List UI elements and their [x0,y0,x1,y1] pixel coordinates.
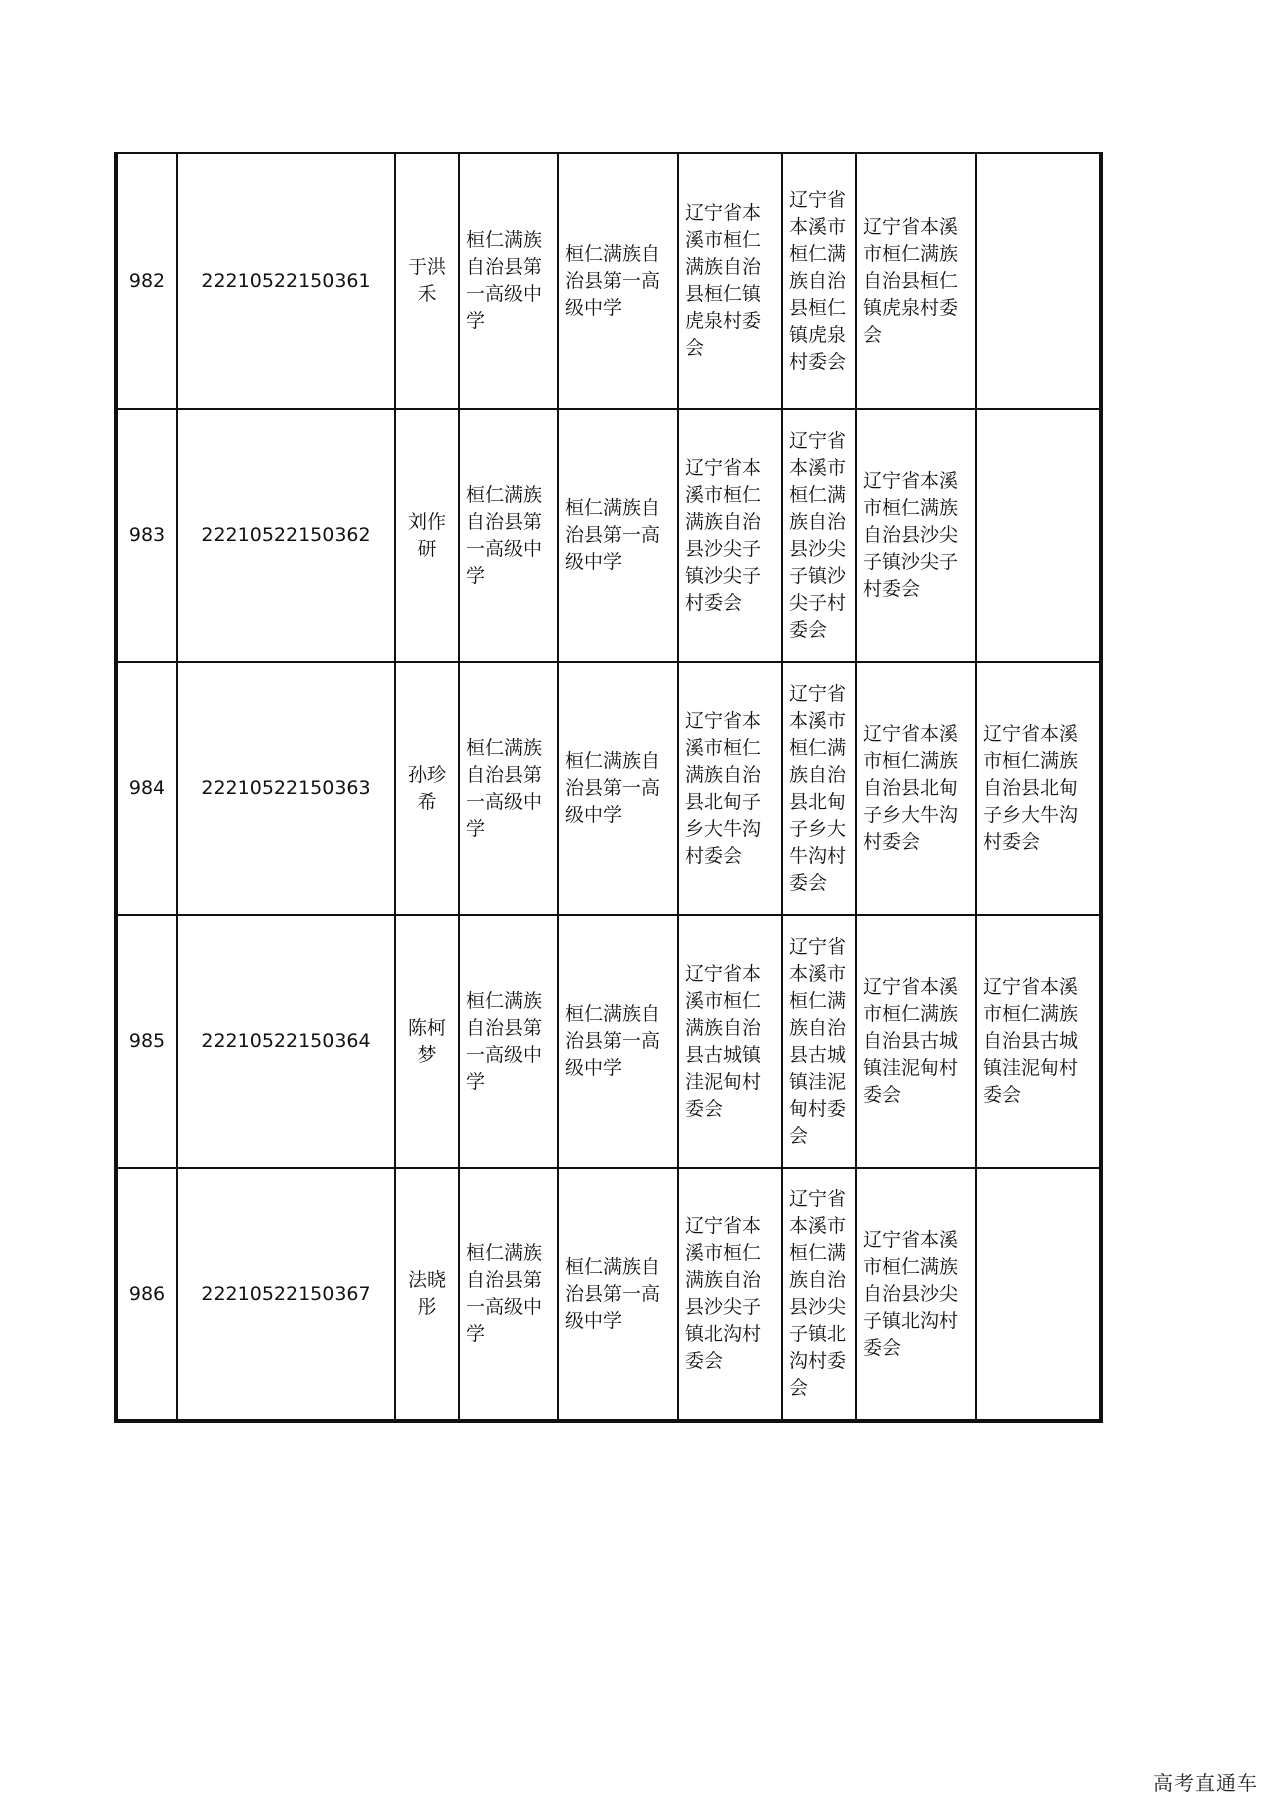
student-table [114,152,1103,1423]
address-cell-4: 辽宁省本溪市桓仁满族自治县古城镇洼泥甸村委会 [976,915,1101,1168]
student-name: 刘作研 [395,409,459,662]
exam-id: 22210522150362 [177,409,395,662]
address-cell-2: 辽宁省本溪市桓仁满族自治县古城镇洼泥甸村委会 [782,915,856,1168]
school-cell-2: 桓仁满族自治县第一高级中学 [558,1168,678,1421]
address-cell-3: 辽宁省本溪市桓仁满族自治县沙尖子镇北沟村委会 [856,1168,976,1421]
exam-id: 22210522150361 [177,153,395,409]
school-cell-2: 桓仁满族自治县第一高级中学 [558,409,678,662]
table-row [116,915,1101,1168]
address-cell-4 [976,1168,1101,1421]
row-number: 984 [116,662,177,915]
address-cell-1: 辽宁省本溪市桓仁满族自治县沙尖子镇沙尖子村委会 [678,409,782,662]
address-cell-4 [976,153,1101,409]
address-cell-1: 辽宁省本溪市桓仁满族自治县北甸子乡大牛沟村委会 [678,662,782,915]
school-cell-2: 桓仁满族自治县第一高级中学 [558,915,678,1168]
row-number: 983 [116,409,177,662]
table-row [116,153,1101,409]
address-cell-1: 辽宁省本溪市桓仁满族自治县桓仁镇虎泉村委会 [678,153,782,409]
address-cell-3: 辽宁省本溪市桓仁满族自治县北甸子乡大牛沟村委会 [856,662,976,915]
exam-id: 22210522150367 [177,1168,395,1421]
school-cell: 桓仁满族自治县第一高级中学 [459,1168,558,1421]
address-cell-4: 辽宁省本溪市桓仁满族自治县北甸子乡大牛沟村委会 [976,662,1101,915]
row-number: 985 [116,915,177,1168]
student-name: 陈柯梦 [395,915,459,1168]
row-number: 986 [116,1168,177,1421]
row-number: 982 [116,153,177,409]
school-cell: 桓仁满族自治县第一高级中学 [459,153,558,409]
address-cell-3: 辽宁省本溪市桓仁满族自治县沙尖子镇沙尖子村委会 [856,409,976,662]
watermark-text: 高考直通车 [1153,1771,1258,1795]
school-cell-2: 桓仁满族自治县第一高级中学 [558,662,678,915]
school-cell: 桓仁满族自治县第一高级中学 [459,915,558,1168]
student-name: 于洪禾 [395,153,459,409]
table-row [116,1168,1101,1421]
table-row [116,662,1101,915]
address-cell-2: 辽宁省本溪市桓仁满族自治县沙尖子镇北沟村委会 [782,1168,856,1421]
address-cell-2: 辽宁省本溪市桓仁满族自治县沙尖子镇沙尖子村委会 [782,409,856,662]
address-cell-2: 辽宁省本溪市桓仁满族自治县北甸子乡大牛沟村委会 [782,662,856,915]
address-cell-3: 辽宁省本溪市桓仁满族自治县桓仁镇虎泉村委会 [856,153,976,409]
address-cell-4 [976,409,1101,662]
exam-id: 22210522150363 [177,662,395,915]
address-cell-3: 辽宁省本溪市桓仁满族自治县古城镇洼泥甸村委会 [856,915,976,1168]
student-name: 法晓彤 [395,1168,459,1421]
table-row [116,409,1101,662]
address-cell-2: 辽宁省本溪市桓仁满族自治县桓仁镇虎泉村委会 [782,153,856,409]
school-cell-2: 桓仁满族自治县第一高级中学 [558,153,678,409]
student-name: 孙珍希 [395,662,459,915]
school-cell: 桓仁满族自治县第一高级中学 [459,409,558,662]
exam-id: 22210522150364 [177,915,395,1168]
address-cell-1: 辽宁省本溪市桓仁满族自治县古城镇洼泥甸村委会 [678,915,782,1168]
address-cell-1: 辽宁省本溪市桓仁满族自治县沙尖子镇北沟村委会 [678,1168,782,1421]
school-cell: 桓仁满族自治县第一高级中学 [459,662,558,915]
